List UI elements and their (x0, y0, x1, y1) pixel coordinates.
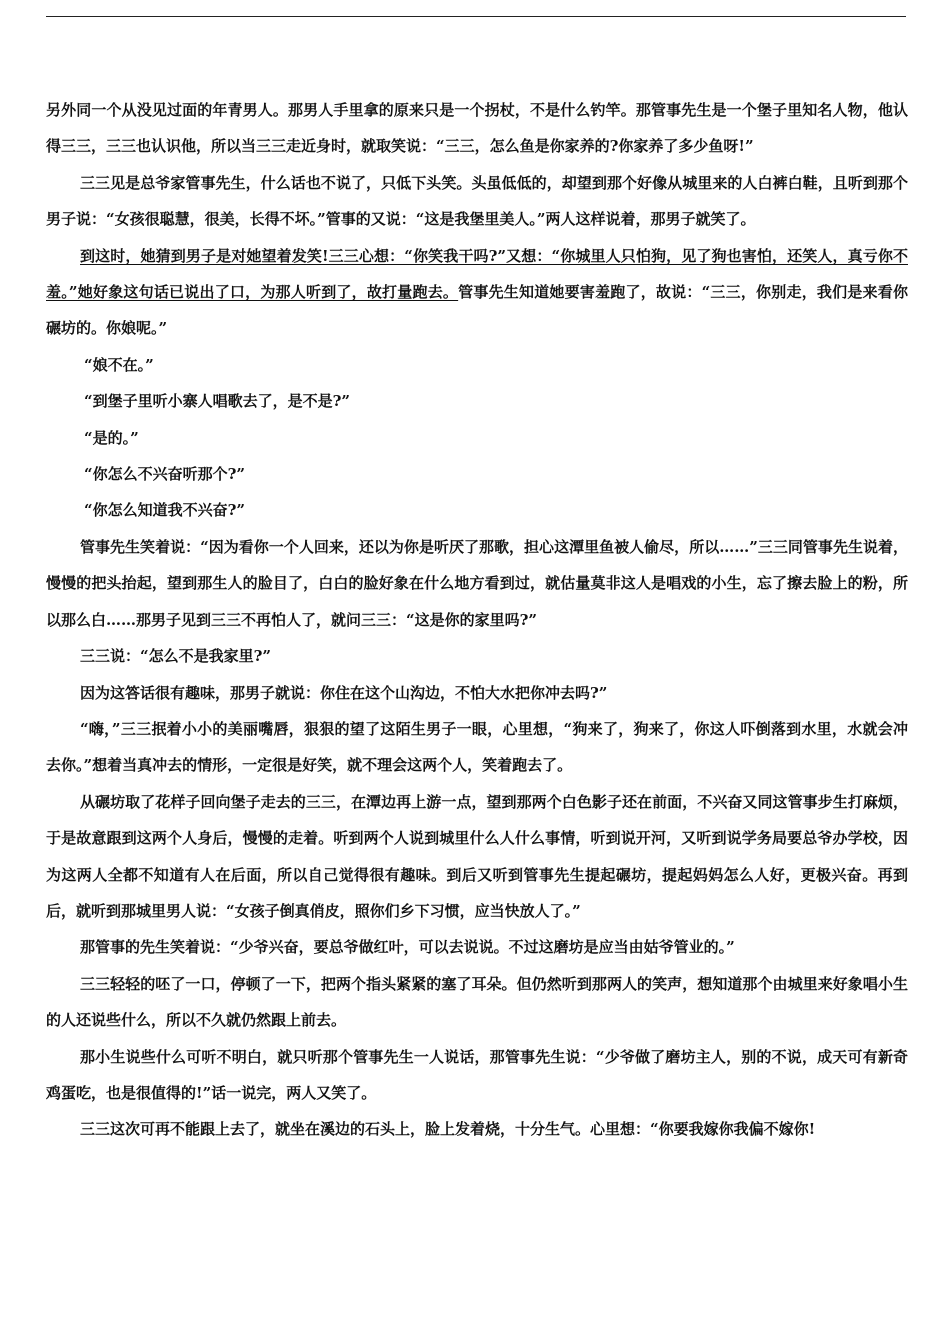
paragraph: 那小生说些什么可听不明白，就只听那个管事先生一人说话，那管事先生说：“少爷做了磨坊主人，别的不说，成天可有新奇鸡蛋吃，也是很值得的!”话一说完，两人又笑了。 (46, 1047, 908, 1102)
paragraph-continuation: 管事先生知道她要害羞跑了，故说：“三三，你别走，我们是来看你碾坊的。你娘呢。” (46, 283, 908, 338)
paragraph: “嗨，”三三抿着小小的美丽嘴唇，狠狠的望了这陌生男子一眼，心里想，“狗来了，狗来了，你这人吓倒落到水里，水就会冲去你。”想着当真冲去的情形，一定很是好笑，就不理会这两个人，笑着跑去了。 (46, 719, 908, 775)
paragraph: 三三见是总爷家管事先生，什么话也不说了，只低下头笑。头虽低低的，却望到那个好像从城里来的人白裤白鞋，且听到那个男子说：“女孩很聪慧，很美，长得不坏。”管事的又说：“这是我堡里美人。”两人这样说着，那男子就笑了。 (46, 173, 908, 229)
dialogue-line: “你怎么不兴奋听那个?” (84, 465, 246, 484)
underlined-passage: 到这时，她猜到男子是对她望着发笑!三三心想：“你笑我干吗?”又想：“你城里人只怕狗，见了狗也害怕，还笑人，真亏你不羞。”她好象这句话已说出了口，为那人听到了，故打量跑去。 (46, 246, 908, 302)
dialogue-line: “是的。” (84, 428, 139, 447)
dialogue-line: “你怎么知道我不兴奋?” (84, 501, 246, 520)
paragraph: 管事先生笑着说：“因为看你一个人回来，还以为你是听厌了那歌，担心这潭里鱼被人偷尽，所以……”三三同管事先生说着，慢慢的把头抬起，望到那生人的脸目了，白白的脸好象在什么地方看到过，就估量莫非这人是唱戏的小生，忘了擦去脸上的粉，所以那么白……那男子见到三三不再怕人了，就问三三：“这是你的家里吗?” (46, 537, 908, 629)
paragraph: 从碾坊取了花样子回向堡子走去的三三，在潭边再上游一点，望到那两个白色影子还在前面，不兴奋又同这管事步生打麻烦，于是故意跟到这两个人身后，慢慢的走着。听到两个人说到城里什么人什么事情，听到说开河，又听到说学务局要总爷办学校，因为这两人全都不知道有人在后面，所以自己觉得很有趣味。到后又听到管事先生提起碾坊，提起妈妈怎么人好，更极兴奋。再到后，就听到那城里男人说：“女孩子倒真俏皮，照你们乡下习惯，应当快放人了。” (46, 792, 908, 920)
paragraph: 三三轻轻的呸了一口，停顿了一下，把两个指头紧紧的塞了耳朵。但仍然听到那两人的笑声，想知道那个由城里来好象唱小生的人还说些什么，所以不久就仍然跟上前去。 (46, 974, 908, 1030)
paragraph: 那管事的先生笑着说：“少爷兴奋，要总爷做红叶，可以去说说。不过这磨坊是应当由姑爷管业的。” (80, 938, 735, 957)
dialogue-line: “到堡子里听小寨人唱歌去了，是不是?” (84, 392, 351, 411)
paragraph (46, 238, 908, 347)
paragraph: 另外同一个从没见过面的年青男人。那男人手里拿的原来只是一个拐杖，不是什么钓竿。那管事先生是一个堡子里知名人物，他认得三三，三三也认识他，所以当三三走近身时，就取笑说：“三三，怎么鱼是你家养的?你家养了多少鱼呀!” (46, 101, 908, 156)
paragraph: 三三这次可再不能跟上去了，就坐在溪边的石头上，脸上发着烧，十分生气。心里想：“你要我嫁你我偏不嫁你! (80, 1120, 816, 1139)
header-rule (46, 16, 906, 17)
paragraph: 三三说：“怎么不是我家里?” (80, 647, 272, 666)
dialogue-line: “娘不在。” (84, 355, 154, 374)
paragraph: 因为这答话很有趣味，那男子就说：你住在这个山沟边，不怕大水把你冲去吗?” (80, 683, 608, 702)
document-body (46, 92, 908, 1148)
